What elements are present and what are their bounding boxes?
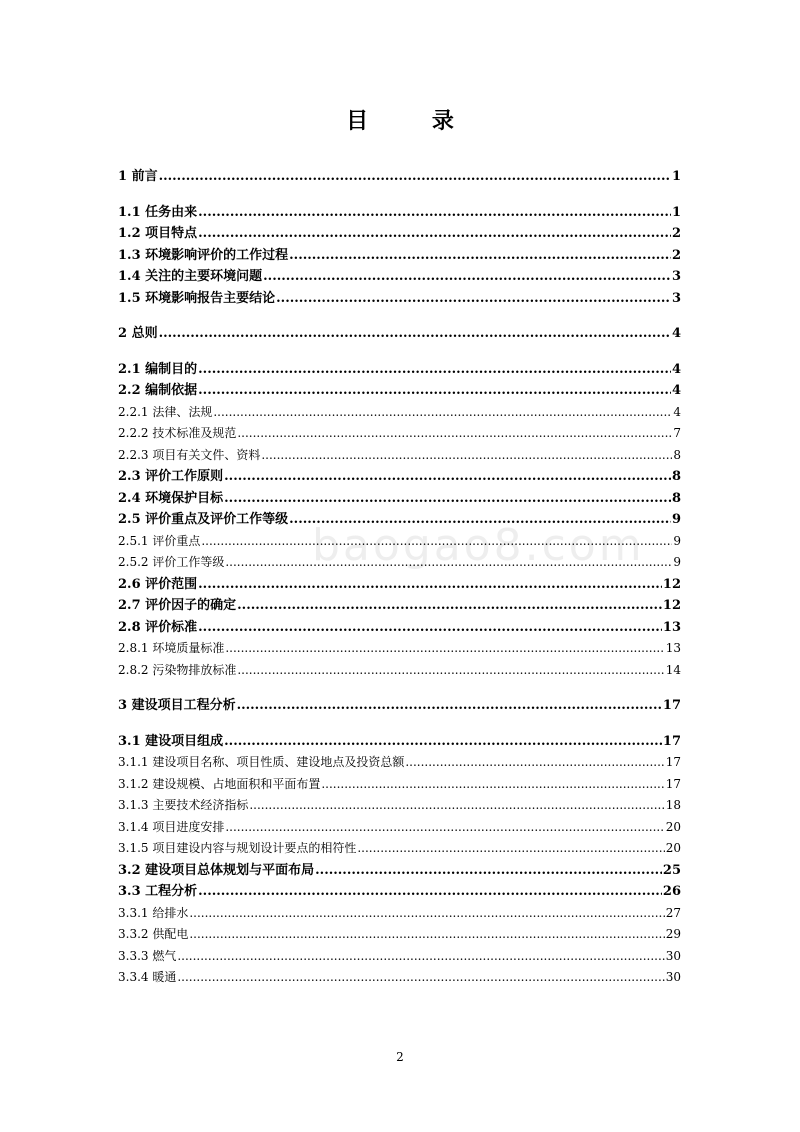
toc-entry[interactable] xyxy=(118,817,681,839)
toc-entry-page-number: 1 xyxy=(671,169,681,184)
toc-entry[interactable] xyxy=(118,881,681,903)
toc-entry-page-number: 3 xyxy=(671,290,681,306)
toc-dot-leader xyxy=(237,423,672,445)
toc-entry-page-number: 29 xyxy=(665,927,681,941)
toc-entry-label: 2.2.2 技术标准及规范 xyxy=(118,426,237,440)
toc-entry[interactable] xyxy=(118,288,681,310)
toc-entry-label: 2.8 评价标准 xyxy=(118,619,198,635)
toc-entry[interactable] xyxy=(118,731,681,753)
toc-dot-leader xyxy=(357,838,664,860)
toc-entry[interactable] xyxy=(118,488,681,510)
toc-dot-leader xyxy=(177,946,664,968)
toc-entry[interactable] xyxy=(118,795,681,817)
page-title: 目 录 xyxy=(346,108,482,134)
toc-entry-label: 3.3 工程分析 xyxy=(118,884,198,899)
toc-entry-label: 3.3.1 给排水 xyxy=(118,905,189,920)
toc-entry-label: 3.1.3 主要技术经济指标 xyxy=(118,798,249,812)
toc-entry-label: 2.2.3 项目有关文件、资料 xyxy=(118,447,261,462)
toc-dot-leader xyxy=(249,795,664,817)
toc-entry-label: 3.1.4 项目进度安排 xyxy=(118,819,225,834)
toc-entry-label: 1 前言 xyxy=(118,169,158,184)
toc-entry-page-number: 8 xyxy=(671,490,681,506)
toc-dot-leader xyxy=(261,445,672,467)
toc-entry[interactable] xyxy=(118,402,681,424)
toc-dot-leader xyxy=(224,466,671,488)
toc-entry-label: 2.4 环境保护目标 xyxy=(118,490,224,506)
toc-entry[interactable] xyxy=(118,967,681,989)
toc-entry-page-number: 27 xyxy=(665,905,681,920)
toc-entry-label: 1.5 环境影响报告主要结论 xyxy=(118,290,276,306)
toc-entry-label: 2.8.2 污染物排放标准 xyxy=(118,662,237,677)
toc-entry-label: 3.2 建设项目总体规划与平面布局 xyxy=(118,862,315,878)
toc-entry[interactable] xyxy=(118,223,681,245)
toc-entry-label: 2.7 评价因子的确定 xyxy=(118,598,237,613)
toc-entry-page-number: 17 xyxy=(662,733,681,749)
toc-entry-page-number: 2 xyxy=(671,226,681,241)
toc-entry-label: 2.8.1 环境质量标准 xyxy=(118,641,225,655)
toc-entry-label: 3.1.1 建设项目名称、项目性质、建设地点及投资总额 xyxy=(118,755,405,769)
toc-entry-page-number: 13 xyxy=(662,619,681,635)
toc-entry-page-number: 14 xyxy=(665,662,681,677)
toc-entry[interactable] xyxy=(118,166,681,188)
toc-entry[interactable] xyxy=(118,509,681,531)
table-of-contents xyxy=(118,166,681,989)
toc-dot-leader xyxy=(198,223,671,245)
toc-dot-leader xyxy=(225,817,664,839)
toc-entry-page-number: 12 xyxy=(662,598,681,613)
toc-entry-page-number: 17 xyxy=(665,776,681,791)
toc-entry[interactable] xyxy=(118,323,681,345)
toc-entry-page-number: 8 xyxy=(673,447,681,462)
toc-entry-page-number: 4 xyxy=(671,383,681,398)
toc-entry[interactable] xyxy=(118,466,681,488)
toc-entry[interactable] xyxy=(118,445,681,467)
toc-dot-leader xyxy=(237,595,662,617)
toc-dot-leader xyxy=(225,552,672,574)
toc-entry-page-number: 17 xyxy=(665,755,681,769)
toc-dot-leader xyxy=(198,881,662,903)
toc-dot-leader xyxy=(201,531,672,553)
toc-entry-page-number: 13 xyxy=(665,641,681,655)
toc-dot-leader xyxy=(213,402,672,424)
toc-entry-label: 2.2.1 法律、法规 xyxy=(118,404,213,419)
toc-entry-page-number: 20 xyxy=(665,841,681,855)
toc-dot-leader xyxy=(159,323,671,345)
toc-dot-leader xyxy=(198,617,662,639)
toc-entry[interactable] xyxy=(118,838,681,860)
toc-entry-label: 3.3.3 燃气 xyxy=(118,948,177,963)
toc-entry-label: 3.1.2 建设规模、占地面积和平面布置 xyxy=(118,776,321,791)
toc-dot-leader xyxy=(224,731,662,753)
toc-entry[interactable] xyxy=(118,617,681,639)
toc-entry-page-number: 4 xyxy=(671,361,681,377)
toc-entry-page-number: 30 xyxy=(665,970,681,984)
toc-entry-page-number: 4 xyxy=(671,326,681,341)
toc-entry[interactable] xyxy=(118,660,681,682)
toc-dot-leader xyxy=(225,638,664,660)
toc-dot-leader xyxy=(189,903,664,925)
toc-dot-leader xyxy=(263,266,671,288)
toc-entry-page-number: 12 xyxy=(662,576,681,592)
toc-dot-leader xyxy=(177,967,664,989)
toc-entry[interactable] xyxy=(118,695,681,717)
toc-dot-leader xyxy=(315,860,662,882)
toc-entry[interactable] xyxy=(118,752,681,774)
toc-dot-leader xyxy=(289,509,671,531)
toc-dot-leader xyxy=(289,245,671,267)
page-number: 2 xyxy=(396,1050,404,1064)
toc-dot-leader xyxy=(237,660,664,682)
toc-dot-leader xyxy=(237,695,662,717)
toc-entry-label: 3.1.5 项目建设内容与规划设计要点的相符性 xyxy=(118,841,357,855)
toc-entry-page-number: 30 xyxy=(665,948,681,963)
toc-dot-leader xyxy=(198,202,671,224)
toc-entry-label: 2.6 评价范围 xyxy=(118,576,198,592)
toc-entry-page-number: 2 xyxy=(671,247,681,263)
toc-entry-label: 3.3.4 暖通 xyxy=(118,970,177,984)
toc-entry-page-number: 18 xyxy=(665,798,681,812)
toc-entry[interactable] xyxy=(118,245,681,267)
toc-entry-label: 2.5.1 评价重点 xyxy=(118,533,201,548)
toc-entry-label: 1.1 任务由来 xyxy=(118,204,198,220)
toc-entry-page-number: 8 xyxy=(671,469,681,484)
toc-entry-page-number: 3 xyxy=(671,269,681,284)
toc-entry-page-number: 9 xyxy=(673,533,681,548)
toc-entry[interactable] xyxy=(118,380,681,402)
toc-entry-label: 2 总则 xyxy=(118,326,158,341)
toc-entry-label: 2.1 编制目的 xyxy=(118,361,198,377)
toc-entry-label: 1.3 环境影响评价的工作过程 xyxy=(118,247,289,263)
toc-entry-page-number: 9 xyxy=(673,555,681,569)
toc-entry[interactable] xyxy=(118,552,681,574)
toc-entry[interactable] xyxy=(118,423,681,445)
toc-entry[interactable] xyxy=(118,860,681,882)
toc-dot-leader xyxy=(198,380,671,402)
toc-entry-page-number: 25 xyxy=(662,862,681,878)
watermark: baogao8.com xyxy=(312,520,645,571)
toc-entry[interactable] xyxy=(118,946,681,968)
toc-dot-leader xyxy=(198,574,662,596)
toc-entry[interactable] xyxy=(118,202,681,224)
toc-entry[interactable] xyxy=(118,574,681,596)
toc-entry[interactable] xyxy=(118,638,681,660)
toc-entry-page-number: 17 xyxy=(662,698,681,713)
toc-entry-page-number: 9 xyxy=(671,512,681,527)
toc-dot-leader xyxy=(224,488,671,510)
toc-entry-page-number: 1 xyxy=(671,204,681,220)
toc-entry[interactable] xyxy=(118,359,681,381)
toc-entry[interactable] xyxy=(118,774,681,796)
toc-entry-label: 2.5.2 评价工作等级 xyxy=(118,555,225,569)
toc-entry[interactable] xyxy=(118,531,681,553)
toc-entry-label: 3 建设项目工程分析 xyxy=(118,698,236,713)
toc-dot-leader xyxy=(276,288,671,310)
toc-entry-page-number: 7 xyxy=(673,426,681,440)
toc-dot-leader xyxy=(159,166,671,188)
toc-entry-label: 3.1 建设项目组成 xyxy=(118,733,224,749)
toc-dot-leader xyxy=(321,774,664,796)
toc-dot-leader xyxy=(198,359,671,381)
toc-entry-label: 2.3 评价工作原则 xyxy=(118,469,224,484)
toc-dot-leader xyxy=(189,924,664,946)
toc-entry[interactable] xyxy=(118,595,681,617)
toc-entry-label: 2.5 评价重点及评价工作等级 xyxy=(118,512,289,527)
toc-entry-label: 1.4 关注的主要环境问题 xyxy=(118,269,263,284)
toc-entry-label: 2.2 编制依据 xyxy=(118,383,198,398)
toc-entry-page-number: 4 xyxy=(673,404,681,419)
toc-entry[interactable] xyxy=(118,924,681,946)
toc-entry[interactable] xyxy=(118,903,681,925)
toc-entry-label: 1.2 项目特点 xyxy=(118,226,198,241)
toc-entry-label: 3.3.2 供配电 xyxy=(118,927,189,941)
toc-entry-page-number: 20 xyxy=(665,819,681,834)
toc-entry[interactable] xyxy=(118,266,681,288)
toc-entry-page-number: 26 xyxy=(662,884,681,899)
toc-dot-leader xyxy=(405,752,664,774)
